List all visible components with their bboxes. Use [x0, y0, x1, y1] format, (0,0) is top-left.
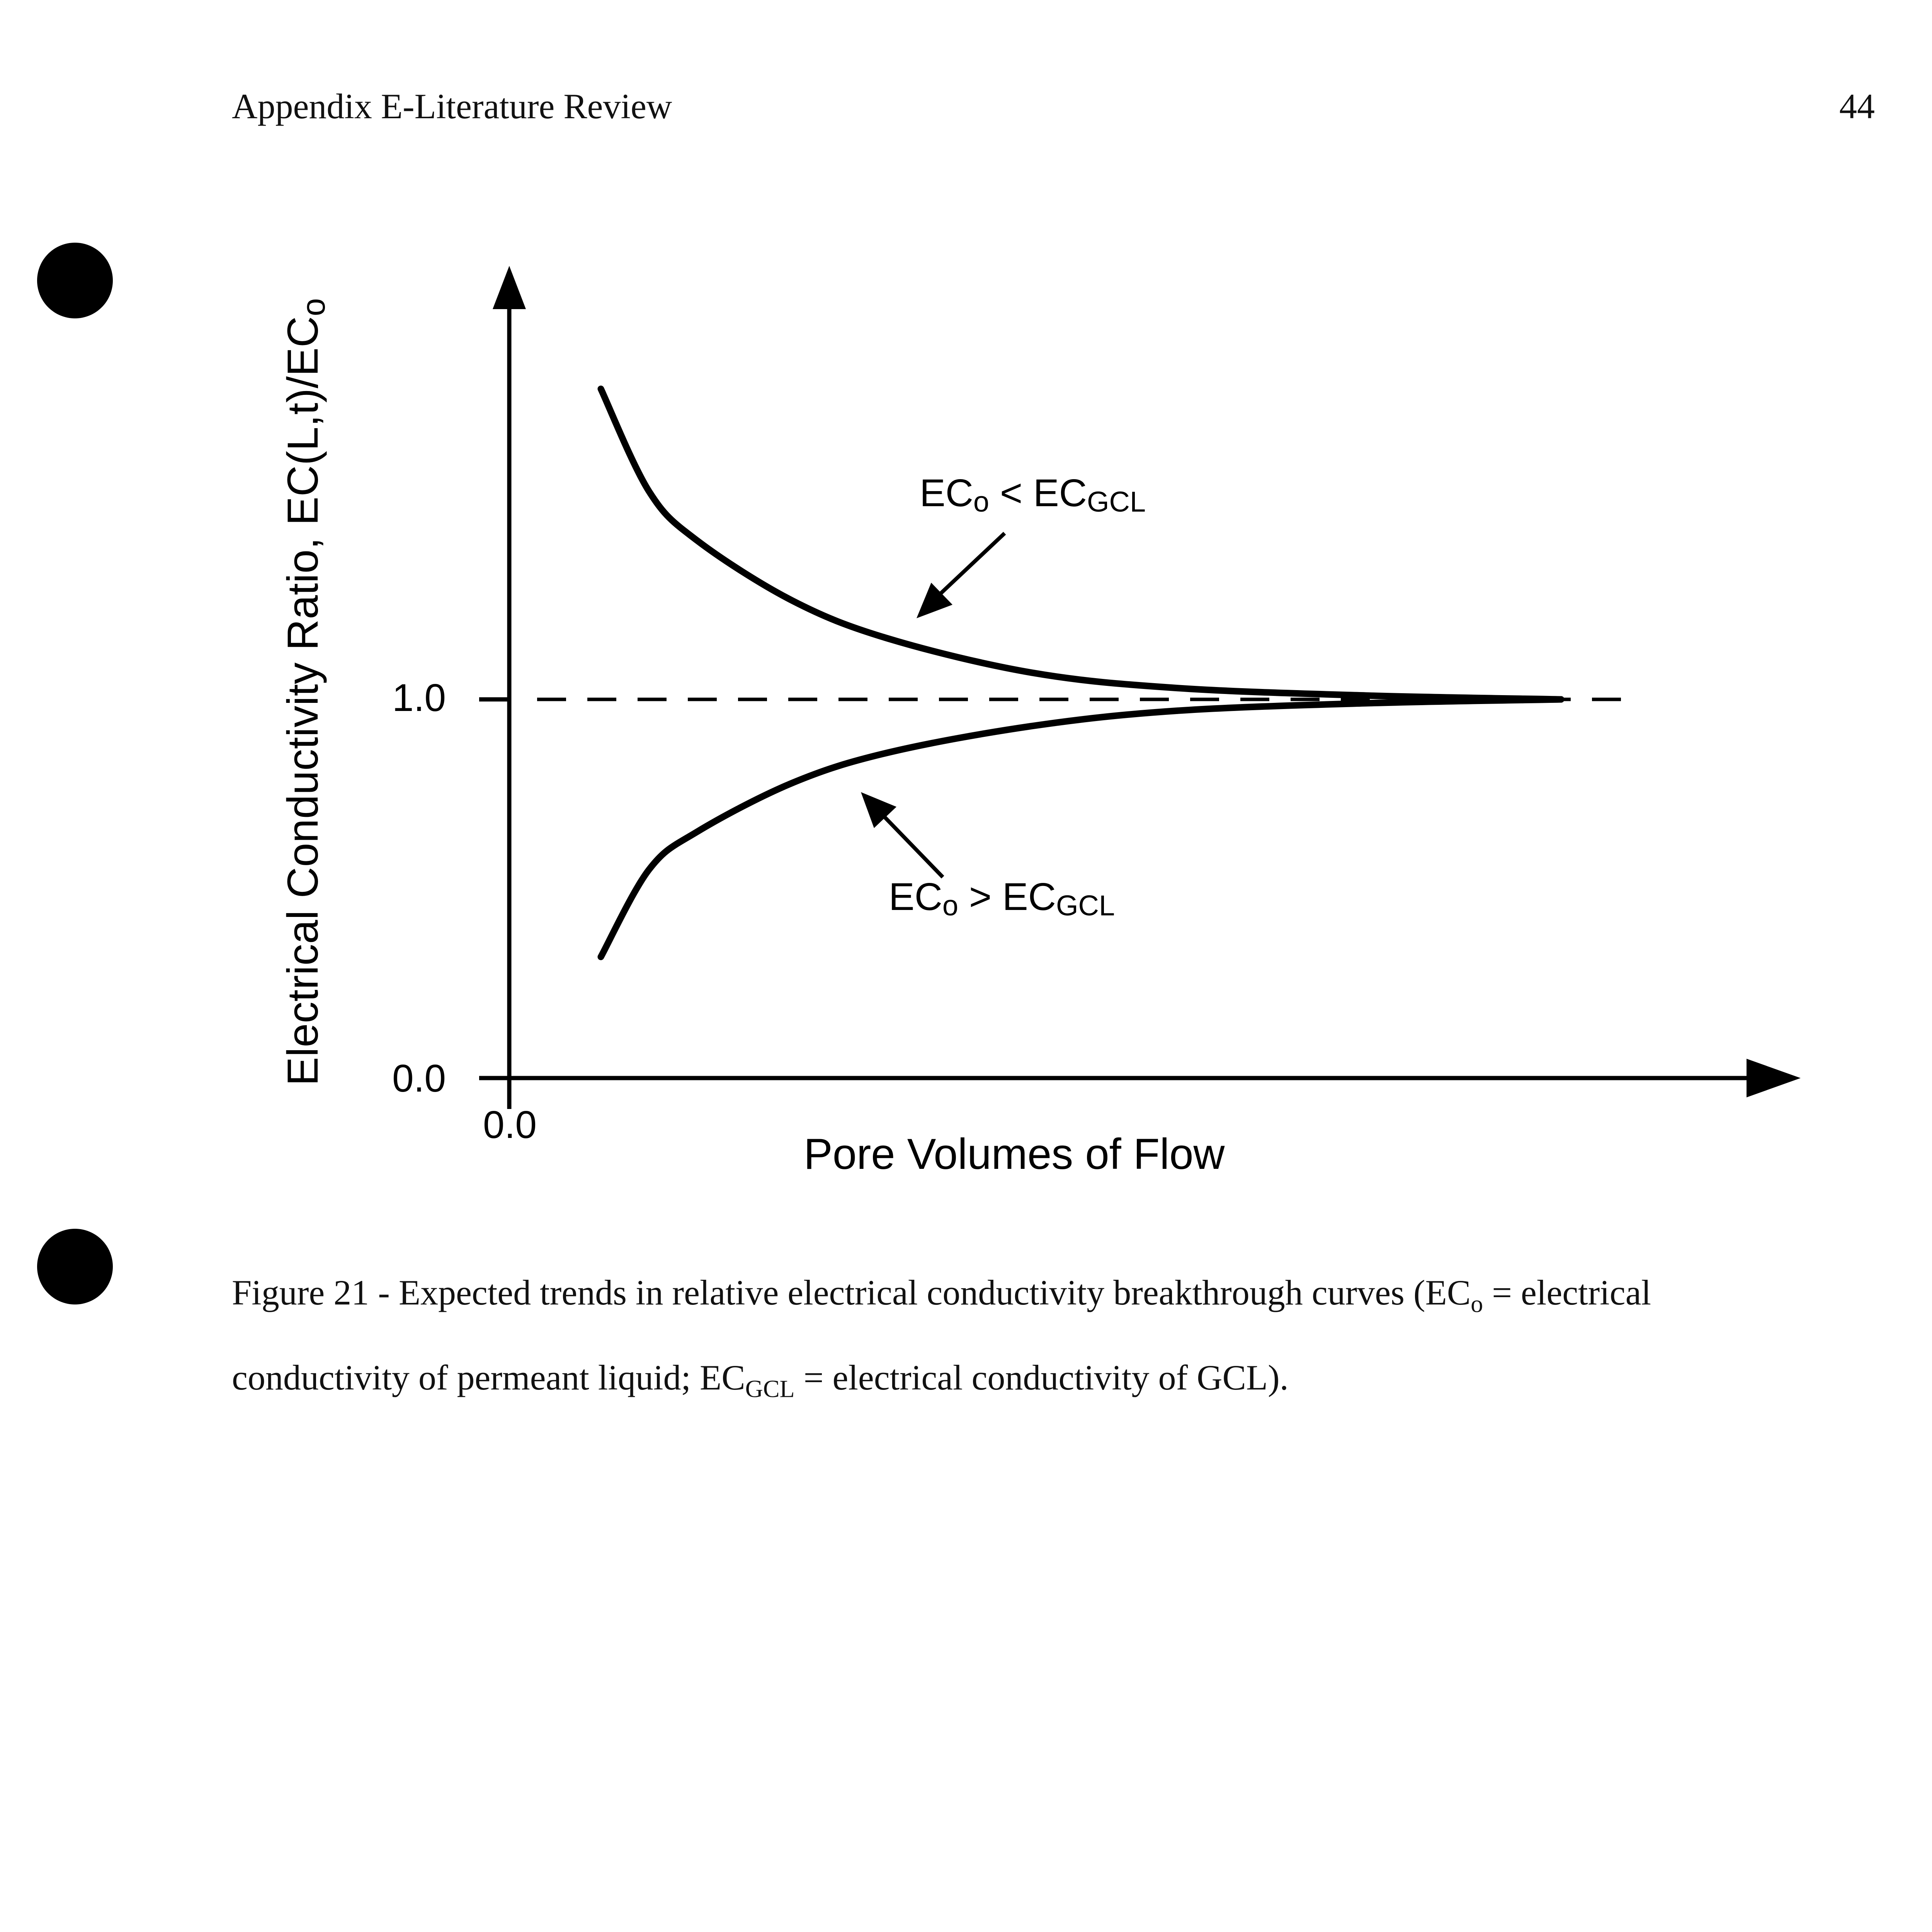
- pointer-arrow-lower: [883, 815, 943, 877]
- y-axis-label: Electrical Conductivity Ratio, EC(L,t)/ECo: [279, 298, 332, 1086]
- y-axis-arrow: [493, 266, 526, 309]
- pointer-arrow-upper: [939, 533, 1005, 595]
- curve-ec0-less-than-ecgcl: [601, 389, 1561, 699]
- label-ec0-greater-than-ecgcl: ECo > ECGCL: [889, 875, 1115, 922]
- figure-caption-line-2: conductivity of permeant liquid; $EC_{GCL}$ = electrical conductivity of GCL).: [232, 1358, 1289, 1403]
- page-number: 44: [1839, 87, 1875, 126]
- running-header: Appendix E-Literature Review: [232, 87, 672, 126]
- x-tick-label-0: 0.0: [483, 1103, 537, 1146]
- label-ec0-less-than-ecgcl: ECo < ECGCL: [920, 471, 1146, 518]
- y-tick-label-0: 0.0: [392, 1057, 446, 1100]
- x-axis-arrow: [1747, 1059, 1801, 1097]
- x-axis-label: Pore Volumes of Flow: [804, 1130, 1225, 1178]
- figure-caption-line-1: Figure 21 - Expected trends in relative electrical conductivity breakthrough curves ($EC_o$ = electrical: [232, 1273, 1651, 1318]
- y-tick-label-1: 1.0: [392, 676, 446, 719]
